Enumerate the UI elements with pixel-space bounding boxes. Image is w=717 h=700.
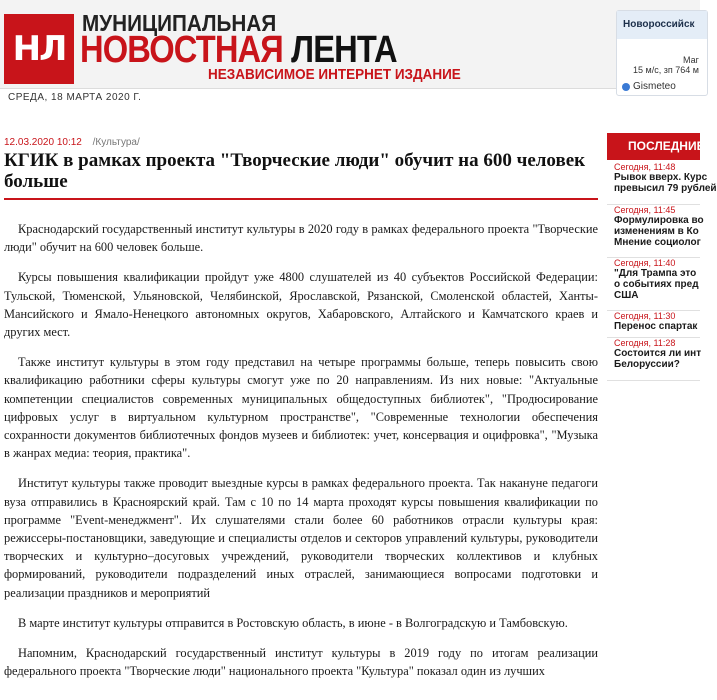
news-item[interactable] [607, 258, 700, 311]
news-item[interactable] [607, 338, 700, 381]
current-date: СРЕДА, 18 МАРТА 2020 Г. [8, 92, 142, 103]
article-paragraph: Институт культуры также проводит выездные курсы в рамках федерального проекта. Так накануне педагоги вуза отправились в Красноярский край. Там с 10 по 14 марта проходят курсы повышения квалификации по программе "Event-менеджмент". Их слушателями стали более 60 работников отрасли культуры края: режиссеры-постановщики, заведующие и специалисты отделов и секторов управлений культуры, руководители творческих и культурно–досуговых учреждений, руководители творческих коллективов и клубных формирований, руководители подразделений иных отраслей, занимающиеся вопросами подготовки и реализации праздников и мероприятий [4, 476, 598, 600]
news-item-headline[interactable]: Рывок вверх. Курс [614, 172, 708, 183]
news-item-time: Сегодня, 11:48 [614, 162, 676, 172]
weather-provider[interactable]: Gismeteo [633, 81, 676, 92]
article-paragraph: Напомним, Краснодарский государственный институт культуры в 2019 году по итогам реализации федерального проекта "Творческие люди" национального проекта "Культура" показал один из лучших [4, 646, 598, 679]
logo-main-text[interactable] [80, 30, 397, 70]
news-item-headline[interactable]: "Для Трампа это [614, 268, 697, 279]
news-item[interactable] [607, 311, 700, 338]
logo-top-text: МУНИЦИПАЛЬНАЯ [82, 10, 277, 36]
article-body [4, 220, 598, 692]
article-paragraph: Также институт культуры в этом году представил на четыре программы больше, теперь повысить свою квалификацию работники сферы культуры смогут уже по 20 направлениям. Из них новые: "Актуальные компетенции специалистов современных муниципальных общедоступных библиотек", "Продюсирование цифровых услуг в виртуальном культурном пространстве", "Современные технологии обеспечения сохранности документов библиотечных фондов музеев и библиотек: учет, консервация и оцифровка", "Музыка в жанрах медиа: теория, практика". [4, 355, 598, 461]
article-paragraph: В марте институт культуры отправится в Ростовскую область, в июне - в Волгоградскую и Тамбовскую. [18, 615, 568, 630]
news-item-headline[interactable]: изменениям в Ко [614, 226, 699, 237]
news-item[interactable] [607, 205, 704, 258]
gismeteo-icon [622, 83, 630, 91]
news-item-headline[interactable]: превысил 79 рублей [614, 183, 717, 194]
news-item-time: Сегодня, 11:30 [614, 311, 676, 321]
article-paragraph: Краснодарский государственный институт культуры в 2020 году в рамках федерального проекта "Творческие люди" обучит на 600 человек больше. [4, 222, 598, 255]
news-item-headline[interactable]: Формулировка во [614, 215, 704, 226]
weather-wind: 15 м/с, зп 764 м [633, 65, 699, 75]
weather-city[interactable]: Новороссийск [623, 19, 695, 30]
logo-subtitle: НЕЗАВИСИМОЕ ИНТЕРНЕТ ИЗДАНИЕ [208, 66, 461, 83]
news-item-time: Сегодня, 11:40 [614, 258, 676, 268]
news-item[interactable] [607, 162, 717, 205]
logo-icon[interactable]: НЛ [4, 14, 74, 84]
article-date: 12.03.2020 10:12 [4, 137, 82, 148]
weather-pressure: Маг [683, 55, 699, 65]
article-title: КГИК в рамках проекта "Творческие люди" обучит на 600 человек больше [4, 150, 586, 192]
news-item-headline[interactable]: Мнение социолог [614, 237, 701, 248]
logo-main-red: НОВОСТНАЯ [80, 29, 283, 71]
news-item-headline[interactable]: Состоится ли инт [614, 348, 702, 359]
news-item-time: Сегодня, 11:28 [614, 338, 676, 348]
weather-widget[interactable] [616, 10, 708, 96]
article-paragraph: Курсы повышения квалификации пройдут уже 4800 слушателей из 40 субъектов Российской Федерации: Тульской, Тюменской, Ульяновской, Челябинской, Ярославской, Рязанской, Смоленской областей, Ханты-Мансийского и Ямало-Ненецкого автономных округов, Хабаровского, Алтайского и Камчатского краев и других мест. [4, 270, 598, 340]
article-category[interactable]: /Культура/ [92, 137, 140, 148]
news-item-headline[interactable]: Перенос спартак [614, 321, 698, 332]
news-item-headline[interactable]: США [614, 290, 639, 301]
site-header [0, 0, 700, 89]
article-meta [4, 137, 140, 148]
news-item-time: Сегодня, 11:45 [614, 205, 676, 215]
latest-news-heading: ПОСЛЕДНИЕ [607, 133, 700, 160]
latest-news-sidebar [607, 133, 717, 700]
news-item-headline[interactable]: Белоруссии? [614, 359, 680, 370]
news-item-headline[interactable]: о событиях пред [614, 279, 699, 290]
logo-main-dark: ЛЕНТА [291, 29, 397, 71]
title-divider [4, 198, 598, 200]
